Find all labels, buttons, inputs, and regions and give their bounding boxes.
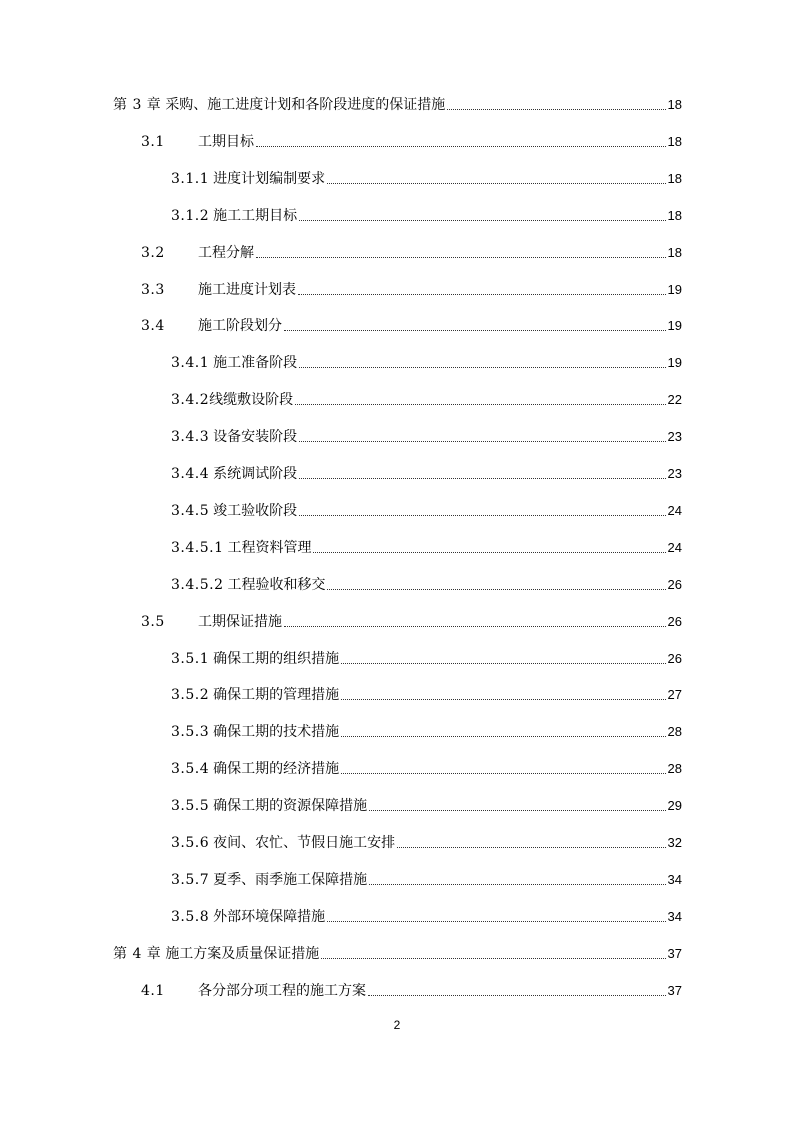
dot-leader: [341, 735, 665, 737]
dot-leader: [327, 920, 665, 922]
toc-entry-3-5[interactable]: [0, 609, 794, 631]
toc-title: 施工阶段划分: [198, 318, 282, 335]
toc-entry-3-3[interactable]: [0, 277, 794, 299]
dot-leader: [284, 625, 666, 627]
toc-entry-3-4-5-1[interactable]: [0, 535, 794, 557]
toc-entry-3-5-1[interactable]: [0, 646, 794, 668]
toc-page: 19: [667, 355, 682, 371]
toc-entry-3-4-3[interactable]: [0, 424, 794, 446]
toc-number: 3.5.7: [171, 871, 210, 888]
dot-leader: [299, 514, 665, 516]
toc-entry-3-4[interactable]: [0, 313, 794, 335]
toc-page: 28: [667, 761, 682, 777]
toc-page: 18: [667, 170, 682, 186]
dot-leader: [341, 698, 665, 700]
toc-entry-3-4-5[interactable]: [0, 498, 794, 520]
toc-title: 设备安装阶段: [213, 429, 298, 446]
dot-leader: [369, 883, 665, 885]
toc-title: 进度计划编制要求: [213, 170, 326, 187]
toc-entry-3-1[interactable]: [0, 129, 794, 151]
toc-title: 施工准备阶段: [213, 355, 298, 372]
toc-number: 3.1.2: [171, 207, 210, 224]
toc-title: 线缆敷设阶段: [209, 392, 294, 409]
dot-leader: [368, 994, 666, 996]
toc-page: 37: [667, 982, 682, 998]
dot-leader: [298, 293, 666, 295]
toc-entry-3-4-2[interactable]: [0, 387, 794, 409]
toc-page: 34: [667, 908, 682, 924]
dot-leader: [256, 256, 666, 258]
toc-entry-3-5-7[interactable]: [0, 867, 794, 889]
toc-page: 32: [667, 835, 682, 850]
toc-number: 3.4.3: [171, 429, 210, 446]
toc-number: 3.5.6: [171, 835, 210, 851]
toc-title: 施工进度计划表: [198, 281, 296, 298]
toc-page: 18: [667, 207, 682, 223]
toc-entry-3-4-5-2[interactable]: [0, 572, 794, 594]
toc-title: 外部环境保障措施: [213, 908, 326, 925]
toc-number: 3.5.5: [171, 798, 210, 815]
toc-page: 37: [667, 945, 682, 961]
toc-title: 系统调试阶段: [213, 466, 298, 482]
toc-title: 工程分解: [198, 244, 254, 261]
toc-title: 竣工验收阶段: [213, 502, 298, 519]
toc-entry-4-1[interactable]: [0, 978, 794, 1000]
toc-page: 26: [667, 576, 682, 592]
toc-page: 34: [667, 871, 682, 887]
toc-number: 3.5.4: [171, 761, 210, 778]
dot-leader: [299, 477, 665, 479]
toc-title: 工程验收和移交: [227, 576, 326, 593]
toc-page: 18: [667, 244, 682, 260]
toc-entry-3-1-1[interactable]: [0, 166, 794, 188]
toc-number: 3.4.1: [171, 355, 210, 372]
dot-leader: [397, 846, 665, 848]
toc-number: 3.4.2: [171, 392, 210, 409]
toc-page: 19: [667, 318, 682, 334]
dot-leader: [447, 108, 665, 110]
toc-entry-3-1-2[interactable]: [0, 203, 794, 225]
dot-leader: [256, 145, 666, 147]
dot-leader: [295, 403, 665, 405]
toc-number: 3.4: [141, 318, 165, 335]
toc-number: 3.3: [141, 281, 165, 298]
toc-title: 施工方案及质量保证措施: [165, 945, 320, 962]
toc-number: 4.1: [141, 982, 165, 999]
dot-leader: [313, 551, 665, 553]
toc-entry-chapter-3[interactable]: [0, 92, 794, 114]
toc-title: 确保工期的管理措施: [213, 687, 340, 704]
toc-entry-chapter-4[interactable]: [0, 941, 794, 963]
toc-entry-3-2[interactable]: [0, 240, 794, 262]
toc-number: 3.5.2: [171, 687, 210, 704]
dot-leader: [321, 957, 665, 959]
dot-leader: [284, 329, 666, 331]
toc-number: 3.4.5.2: [171, 576, 224, 593]
toc-number: 3.2: [141, 244, 165, 261]
dot-leader: [327, 182, 665, 184]
toc-page: 18: [667, 133, 682, 149]
toc-page: 27: [667, 687, 682, 703]
toc-page: 26: [667, 613, 682, 629]
toc-number: 3.1: [141, 133, 165, 150]
toc-page: 24: [667, 539, 682, 555]
toc-title: 确保工期的经济措施: [213, 761, 340, 778]
toc-entry-3-5-4[interactable]: [0, 756, 794, 778]
page-number: 2: [393, 1018, 401, 1032]
toc-title: 施工工期目标: [213, 207, 298, 224]
toc-title: 夜间、农忙、节假日施工安排: [213, 835, 396, 851]
toc-page: 23: [667, 429, 682, 445]
dot-leader: [341, 772, 665, 774]
toc-page: 29: [667, 798, 682, 814]
toc-page: 26: [667, 650, 682, 666]
dot-leader: [299, 219, 665, 221]
toc-number: 3.5.8: [171, 908, 210, 925]
toc-title: 确保工期的组织措施: [213, 650, 340, 667]
toc-title: 工期保证措施: [198, 613, 282, 630]
toc-number: 3.4.4: [171, 466, 210, 482]
toc-page: 18: [667, 97, 682, 112]
toc-title: 工程资料管理: [227, 539, 312, 556]
toc-page: 28: [667, 724, 682, 740]
toc-entry-3-5-6[interactable]: [0, 830, 794, 852]
toc-number: 3.4.5.1: [171, 539, 224, 556]
toc-page: 23: [667, 466, 682, 481]
toc-entry-3-5-5[interactable]: [0, 793, 794, 815]
toc-title: 确保工期的资源保障措施: [213, 798, 368, 815]
toc-number: 3.4.5: [171, 502, 210, 519]
toc-number: 3.5: [141, 613, 165, 630]
toc-entry-3-5-2[interactable]: [0, 682, 794, 704]
toc-title: 工期目标: [198, 133, 254, 150]
dot-leader: [341, 662, 665, 664]
toc-entry-3-5-8[interactable]: [0, 904, 794, 926]
toc-number: 3.5.3: [171, 724, 210, 741]
toc-number: 第 4 章: [113, 945, 162, 962]
toc-page: 22: [667, 392, 682, 408]
toc-entry-3-5-3[interactable]: [0, 719, 794, 741]
toc-entry-3-4-1[interactable]: [0, 350, 794, 372]
toc-page: 24: [667, 502, 682, 518]
toc-title: 确保工期的技术措施: [213, 724, 340, 741]
toc-number: 3.5.1: [171, 650, 210, 667]
toc-entry-3-4-4[interactable]: [0, 461, 794, 483]
dot-leader: [299, 440, 665, 442]
dot-leader: [327, 588, 665, 590]
dot-leader: [369, 809, 665, 811]
toc-title: 夏季、雨季施工保障措施: [213, 871, 368, 888]
toc-title: 采购、施工进度计划和各阶段进度的保证措施: [165, 97, 446, 113]
toc-page: 19: [667, 281, 682, 297]
toc-number: 3.1.1: [171, 170, 210, 187]
toc-number: 第 3 章: [113, 97, 162, 113]
toc-title: 各分部分项工程的施工方案: [198, 982, 366, 999]
dot-leader: [299, 366, 665, 368]
